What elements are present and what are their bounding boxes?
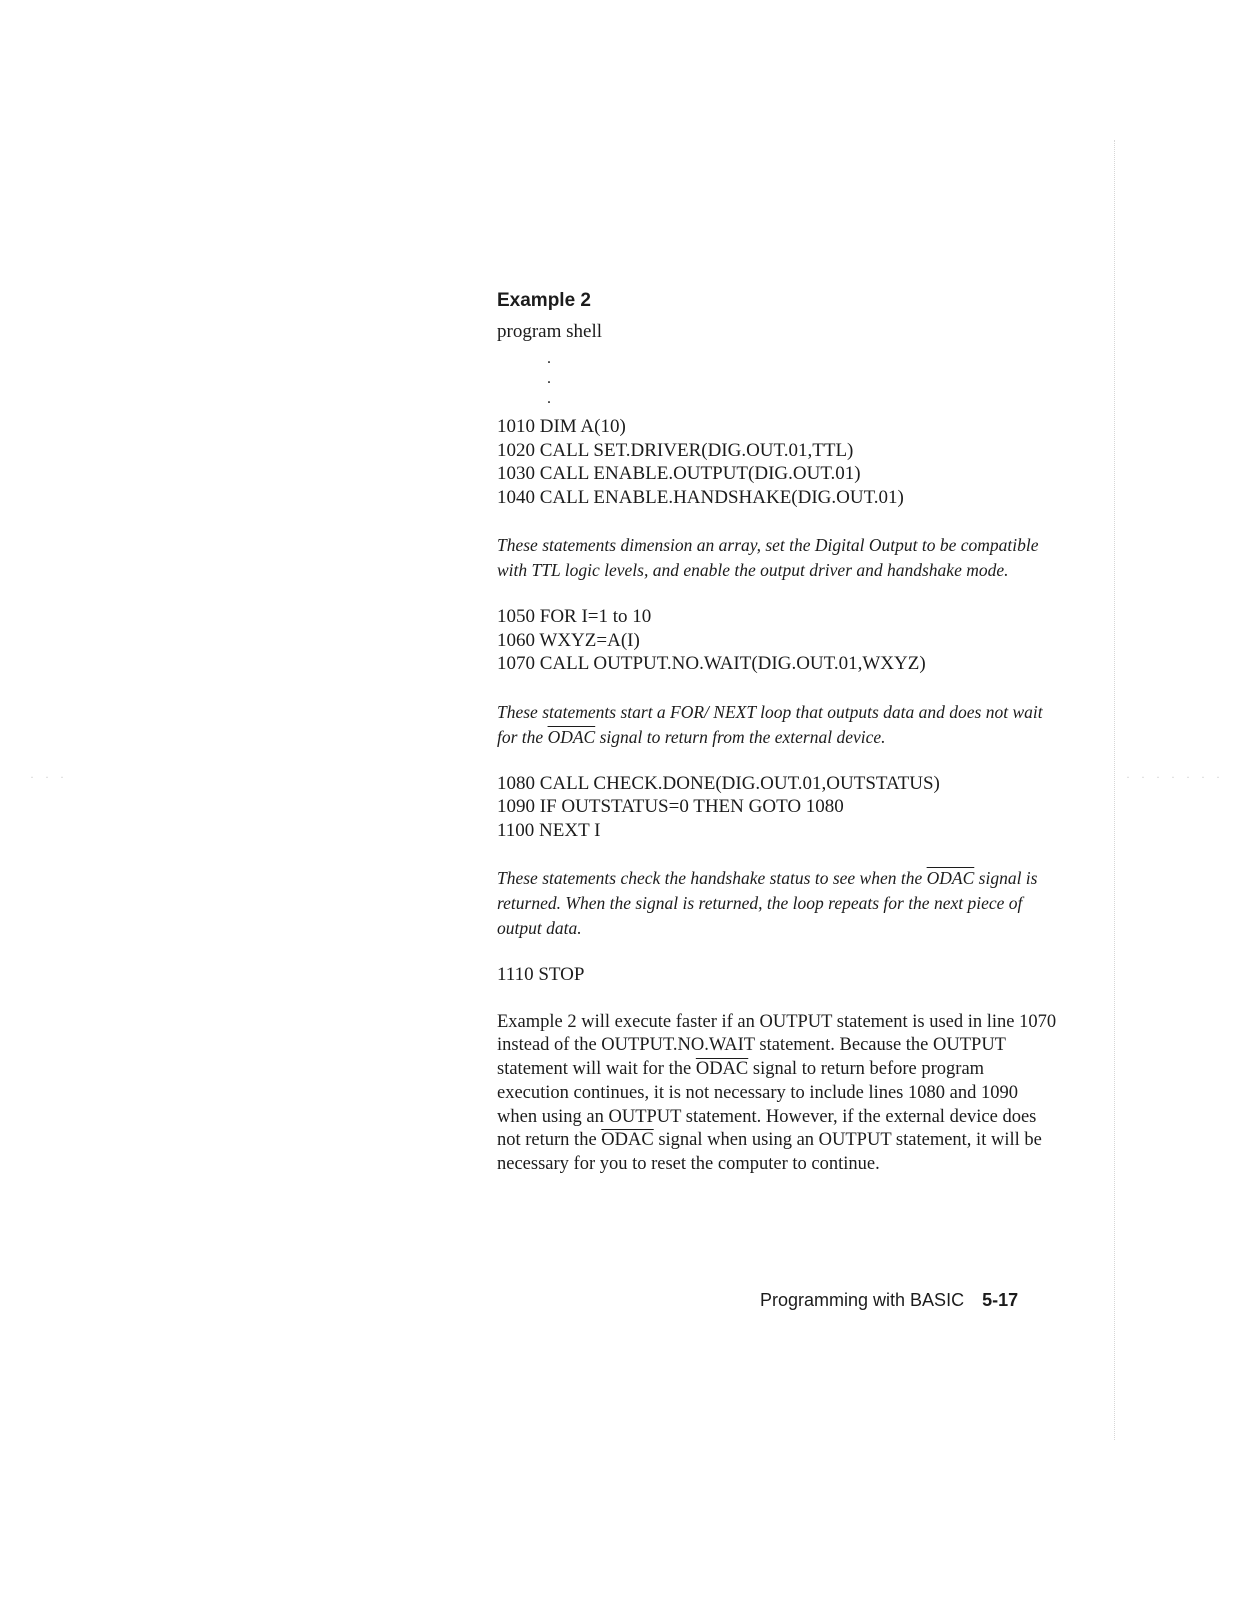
code-line: 1010 DIM A(10) <box>497 416 626 437</box>
code-block-loop <box>497 605 1057 676</box>
scan-speck: · · · · · · · <box>1126 770 1224 784</box>
note-text: These statements start a FOR/ NEXT loop that outputs data and does not wait for the <box>497 701 1043 747</box>
page-edge-line <box>1114 140 1115 1440</box>
odac-signal-term: ODAC <box>547 726 596 747</box>
ellipsis-dot: . <box>547 350 551 367</box>
code-block-check <box>497 772 1057 843</box>
ellipsis-dot: . <box>547 390 551 407</box>
code-line: 1030 CALL ENABLE.OUTPUT(DIG.OUT.01) <box>497 463 861 484</box>
page-footer <box>760 1290 1018 1311</box>
footer-section-title: Programming with BASIC <box>760 1290 965 1310</box>
explanation-paragraph <box>497 1011 1057 1178</box>
section-heading: Example 2 <box>497 290 591 311</box>
ellipsis-dot: . <box>547 370 551 387</box>
code-line-stop: 1110 STOP <box>497 964 585 985</box>
note-loop <box>497 700 1057 750</box>
note-text: These statements check the handshake status to see when the <box>497 868 927 888</box>
odac-signal-term: ODAC <box>601 1130 654 1151</box>
odac-signal-term: ODAC <box>695 1059 749 1080</box>
paragraph-text: Example 2 will execute faster if an OUTPUT statement is used in line 1070 instead of the OUTPUT.NO.WAIT statement. Because the OUTPUT statement will wait for the <box>497 1011 1057 1080</box>
paragraph-text: signal when using an OUTPUT statement, it will be necessary for you to reset the computer to continue. <box>497 1130 1042 1175</box>
note-text: signal is returned. When the signal is returned, the loop repeats for the next piece of output data. <box>497 868 1038 938</box>
paragraph-text: signal to return before program execution continues, it is not necessary to include lines 1080 and 1090 when using an OUTPUT statement. However, if the external device does not return the <box>497 1059 1037 1151</box>
document-body <box>497 287 1057 1177</box>
ellipsis-vertical <box>547 349 1057 409</box>
scan-speck: · · · <box>30 770 68 784</box>
code-block-setup <box>497 415 1057 509</box>
note-setup: These statements dimension an array, set the Digital Output to be compatible with TTL logic levels, and enable the output driver and handshake mode. <box>497 535 1039 580</box>
odac-signal-term: ODAC <box>926 868 975 888</box>
note-text: signal to return from the external device. <box>595 726 886 747</box>
page-number: 5-17 <box>982 1290 1019 1310</box>
code-line: 1040 CALL ENABLE.HANDSHAKE(DIG.OUT.01) <box>497 486 904 508</box>
code-line: 1080 CALL CHECK.DONE(DIG.OUT.01,OUTSTATUS) <box>497 772 940 794</box>
code-line: 1100 NEXT I <box>497 819 601 841</box>
code-line: 1090 IF OUTSTATUS=0 THEN GOTO 1080 <box>497 796 844 817</box>
code-line: 1050 FOR I=1 to 10 <box>497 606 652 627</box>
subtitle: program shell <box>497 321 603 342</box>
code-line: 1020 CALL SET.DRIVER(DIG.OUT.01,TTL) <box>497 439 854 461</box>
code-line: 1070 CALL OUTPUT.NO.WAIT(DIG.OUT.01,WXYZ) <box>497 653 926 674</box>
code-line: 1060 WXYZ=A(I) <box>497 629 640 651</box>
note-handshake <box>497 866 1057 941</box>
